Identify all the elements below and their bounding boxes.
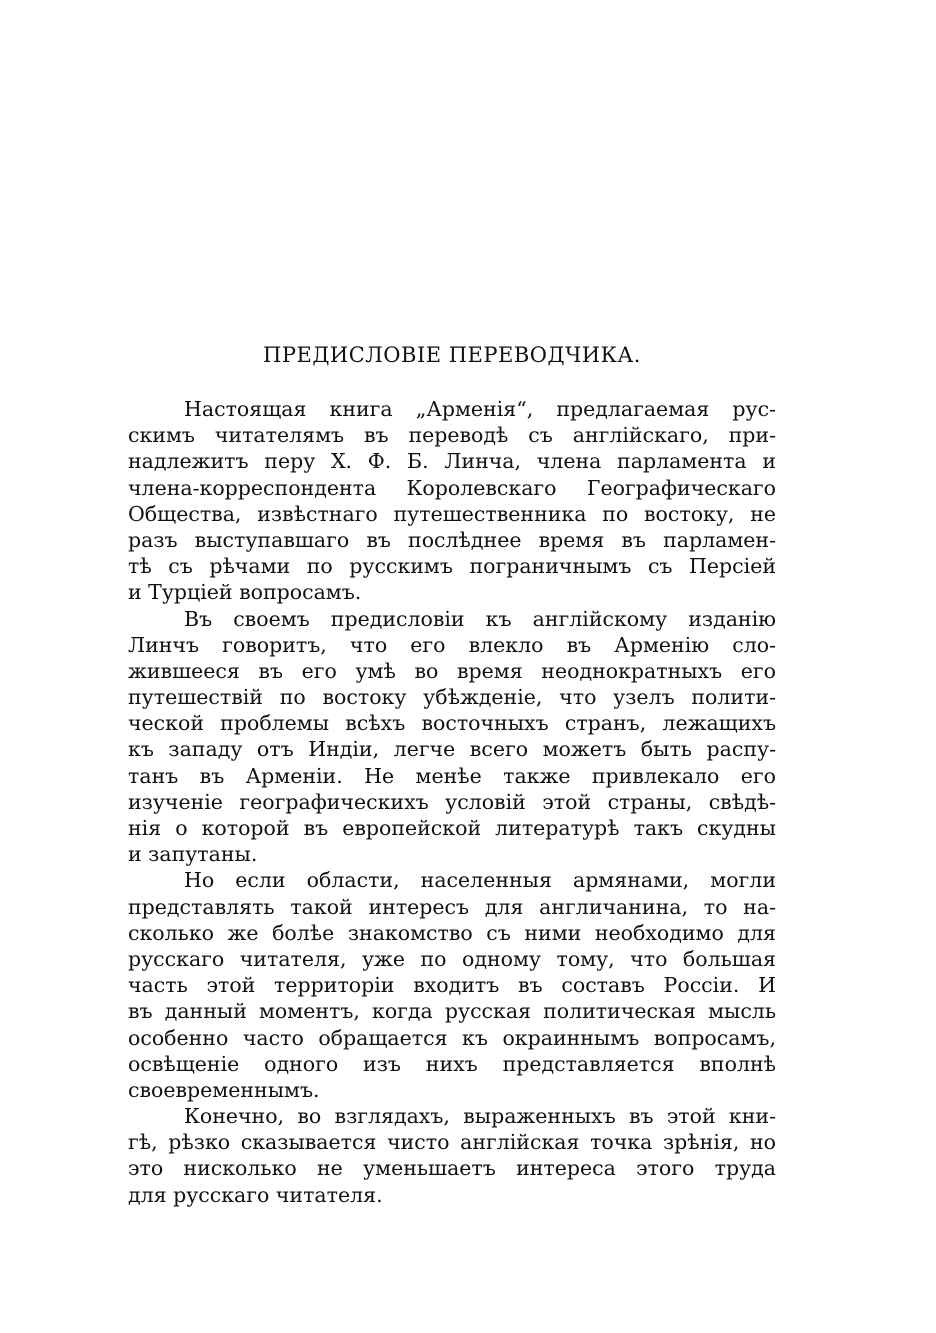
text-line: разъ выступавшаго въ послѣднее время въ парламен-	[128, 527, 776, 552]
text-line: къ западу отъ Индіи, легче всего можетъ быть распу-	[128, 737, 776, 762]
text-line: танъ въ Арменіи. Не менѣе также привлекало его	[128, 763, 776, 788]
text-line: ческой проблемы всѣхъ восточныхъ странъ, лежащихъ	[128, 711, 776, 736]
paragraph-3	[128, 867, 776, 1103]
text-line: это нисколько не уменьшаетъ интереса этого труда	[128, 1156, 776, 1181]
text-line: и Турціей вопросамъ.	[128, 580, 362, 605]
paragraph-1	[128, 396, 776, 606]
text-line: нія о которой въ европейской литературѣ такъ скудны	[128, 816, 776, 840]
text-line: своевременнымъ.	[128, 1077, 320, 1102]
text-line: Общества, извѣстнаго путешественника по востоку, не	[128, 501, 776, 526]
text-line: Настоящая книга „Арменія“, предлагаемая рус-	[184, 397, 776, 421]
text-line: путешествій по востоку убѣжденіе, что узелъ полити-	[128, 685, 776, 710]
text-line: для русскаго читателя.	[128, 1182, 383, 1207]
text-line: въ данный моментъ, когда русская политическая мысль	[128, 999, 776, 1024]
paragraph-2	[128, 606, 776, 868]
text-line: члена-корреспондента Королевскаго Географическаго	[128, 475, 776, 500]
text-line: русскаго читателя, уже по одному тому, что большая	[128, 946, 776, 971]
text-line: Конечно, во взглядахъ, выраженныхъ въ этой кни-	[184, 1104, 776, 1129]
text-line: особенно часто обращается къ окраиннымъ вопросамъ,	[128, 1025, 776, 1050]
text-line: надлежитъ перу Х. Ф. Б. Линча, члена парламента и	[128, 449, 776, 474]
text-line: Но если области, населенныя армянами, могли	[184, 868, 776, 893]
text-line: жившееся въ его умѣ во время неоднократныхъ его	[128, 658, 776, 683]
text-line: скимъ читателямъ въ переводѣ съ англійскаго, при-	[128, 423, 776, 448]
page-title: ПРЕДИСЛОВІЕ ПЕРЕВОДЧИКА.	[263, 343, 641, 367]
text-line: и запутаны.	[128, 842, 258, 867]
paragraph-4	[128, 1103, 776, 1208]
text-line: Линчъ говоритъ, что его влекло въ Арменію сло-	[128, 632, 776, 657]
text-line: Въ своемъ предисловіи къ англійскому изданію	[184, 606, 776, 631]
text-line: гѣ, рѣзко сказывается чисто англійская точка зрѣнія, но	[128, 1130, 776, 1155]
preface-text	[128, 396, 776, 1208]
text-line: освѣщеніе одного изъ нихъ представляется вполнѣ	[128, 1051, 776, 1076]
text-line: часть этой территоріи входитъ въ составъ Россіи. И	[128, 973, 776, 998]
text-line: изученіе географическихъ условій этой страны, свѣдѣ-	[128, 789, 776, 814]
text-line: сколько же болѣе знакомство съ ними необходимо для	[128, 920, 776, 945]
text-line: представлять такой интересъ для англичанина, то на-	[128, 894, 776, 919]
text-line: тѣ съ рѣчами по русскимъ пограничнымъ съ Персіей	[128, 554, 776, 579]
